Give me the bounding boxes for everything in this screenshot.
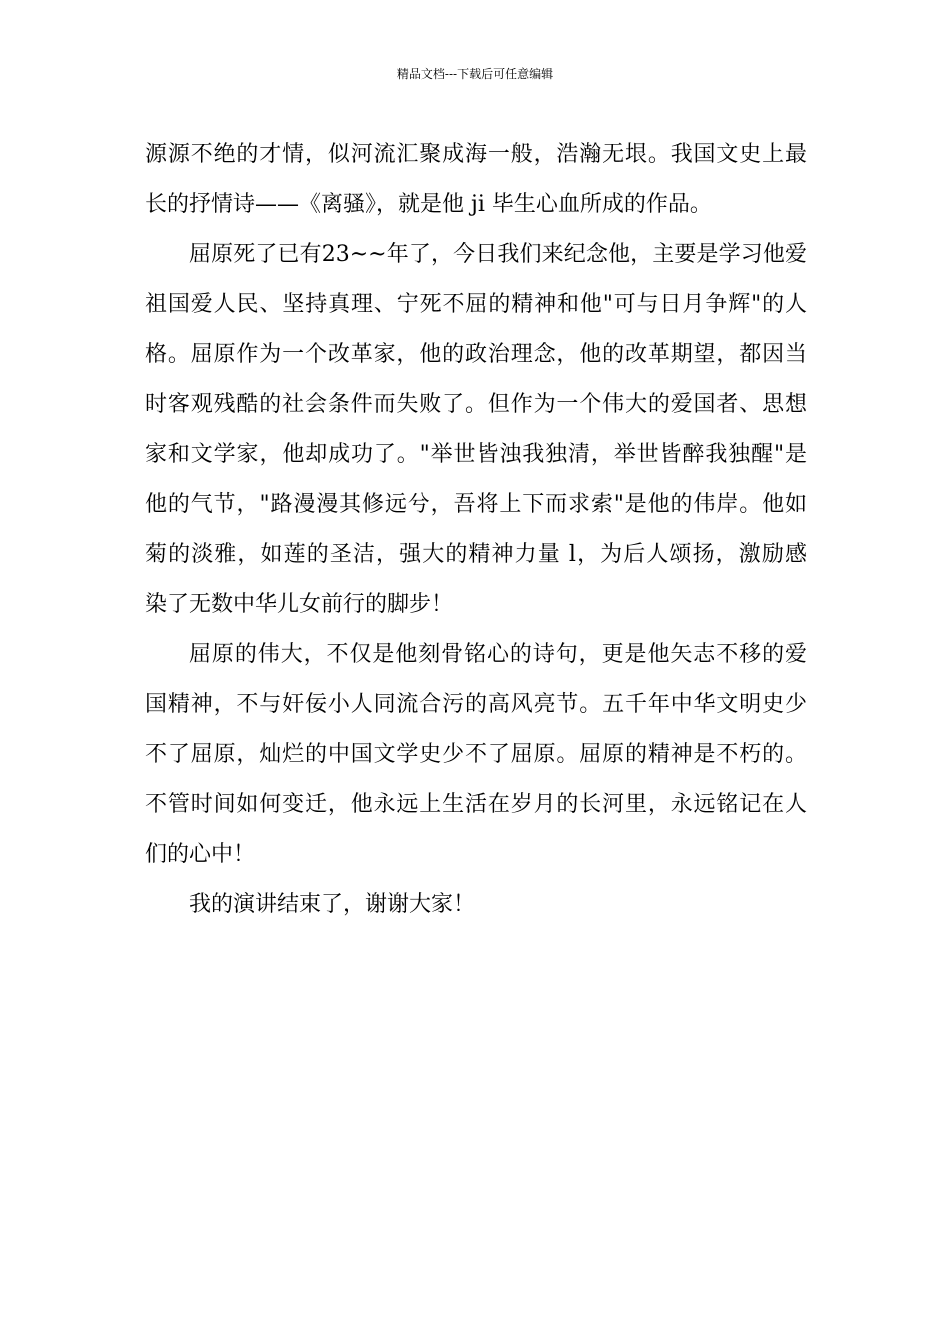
text-line: 屈原死了已有23~~年了，今日我们来纪念他，主要是学习他爱 xyxy=(189,242,807,267)
text-line: 我的演讲结束了，谢谢大家！ xyxy=(189,892,476,917)
text-line: 国精神，不与奸佞小人同流合污的高风亮节。五千年中华文明史少 xyxy=(145,692,807,717)
text-line: 不了屈原，灿烂的中国文学史少不了屈原。屈原的精神是不朽的。 xyxy=(145,742,807,767)
page-header: 精品文档---下载后可任意编辑 xyxy=(396,67,554,81)
text-line: 不管时间如何变迁，他永远上生活在岁月的长河里，永远铭记在人 xyxy=(145,792,807,817)
text-line: 染了无数中华儿女前行的脚步！ xyxy=(145,592,454,617)
text-line: 屈原的伟大，不仅是他刻骨铭心的诗句，更是他矢志不移的爱 xyxy=(189,642,807,667)
paragraph xyxy=(145,880,807,930)
paragraph xyxy=(145,130,807,230)
paragraph xyxy=(145,630,807,880)
text-line: 他的气节，"路漫漫其修远兮，吾将上下而求索"是他的伟岸。他如 xyxy=(145,492,807,517)
document-body xyxy=(145,130,807,930)
text-line: 长的抒情诗——《离骚》，就是他 ji 毕生心血所成的作品。 xyxy=(145,192,712,217)
text-line: 菊的淡雅，如莲的圣洁，强大的精神力量 l，为后人颂扬，激励感 xyxy=(145,542,807,567)
text-line: 时客观残酷的社会条件而失败了。但作为一个伟大的爱国者、思想 xyxy=(145,392,807,417)
text-line: 家和文学家，他却成功了。"举世皆浊我独清，举世皆醉我独醒"是 xyxy=(145,442,807,467)
text-line: 源源不绝的才情，似河流汇聚成海一般，浩瀚无垠。我国文史上最 xyxy=(145,142,807,167)
text-line: 格。屈原作为一个改革家，他的政治理念，他的改革期望，都因当 xyxy=(145,342,807,367)
text-line: 们的心中！ xyxy=(145,842,256,867)
paragraph xyxy=(145,230,807,630)
text-line: 祖国爱人民、坚持真理、宁死不屈的精神和他"可与日月争辉"的人 xyxy=(145,292,807,317)
